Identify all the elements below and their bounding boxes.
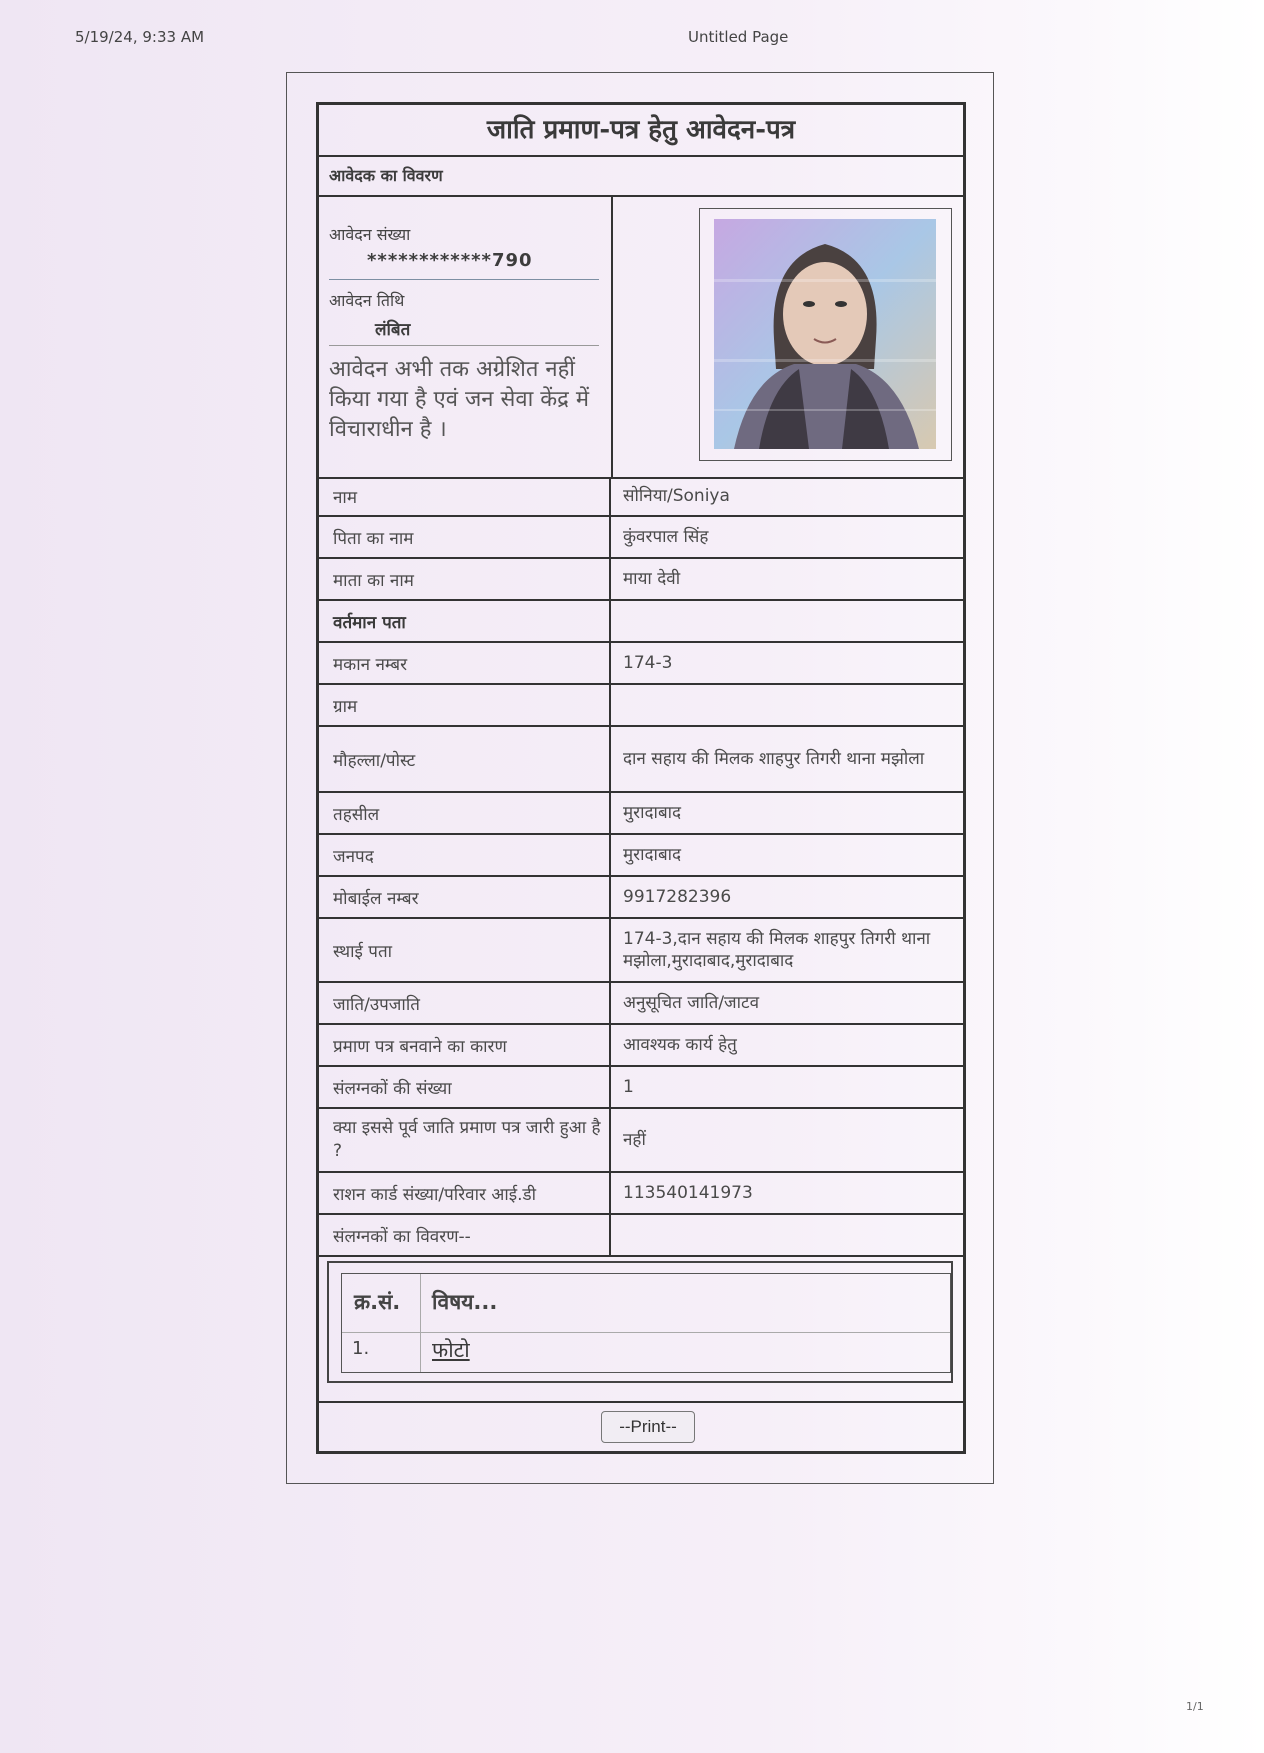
column-serial-no: क्र.सं. xyxy=(354,1290,401,1314)
attachments-box xyxy=(327,1261,953,1383)
row-village xyxy=(319,685,963,727)
application-number-value: ************790 xyxy=(367,250,533,271)
section-heading: आवेदक का विवरण xyxy=(319,155,963,197)
photo-panel xyxy=(611,197,963,477)
print-button[interactable]: --Print-- xyxy=(601,1411,695,1443)
row-value xyxy=(611,1215,963,1255)
divider xyxy=(329,279,599,280)
row-value: 9917282396 xyxy=(623,887,732,907)
row-value xyxy=(611,601,963,641)
row-label: वर्तमान पता xyxy=(319,601,611,641)
row-value: अनुसूचित जाति/जाटव xyxy=(623,993,760,1013)
row-label: जनपद xyxy=(319,835,611,875)
row-reason xyxy=(319,1025,963,1067)
row-attachment-details xyxy=(319,1215,963,1257)
column-subject: विषय... xyxy=(432,1290,498,1314)
row-label: मौहल्ला/पोस्ट xyxy=(319,727,611,791)
row-label: मकान नम्बर xyxy=(319,643,611,683)
row-value: मुरादाबाद xyxy=(623,845,682,865)
row-value: 1 xyxy=(623,1077,634,1097)
row-label: संलग्नकों का विवरण-- xyxy=(319,1215,611,1255)
row-label: ग्राम xyxy=(319,685,611,725)
attachment-photo-link[interactable]: फोटो xyxy=(432,1338,470,1362)
row-tehsil xyxy=(319,793,963,835)
row-label: नाम xyxy=(319,477,611,515)
row-label: माता का नाम xyxy=(319,559,611,599)
photo-frame xyxy=(699,208,952,461)
row-label: प्रमाण पत्र बनवाने का कारण xyxy=(319,1025,611,1065)
row-permanent-address xyxy=(319,919,963,983)
row-locality xyxy=(319,727,963,793)
row-label: स्थाई पता xyxy=(319,919,611,981)
application-number-label: आवेदन संख्या xyxy=(329,225,411,244)
row-value: 174-3 xyxy=(623,653,673,673)
row-name xyxy=(319,477,963,517)
attachments-table xyxy=(341,1273,951,1373)
row-caste xyxy=(319,983,963,1025)
print-datetime: 5/19/24, 9:33 AM xyxy=(75,28,205,46)
row-label: पिता का नाम xyxy=(319,517,611,557)
row-value: कुंवरपाल सिंह xyxy=(623,527,709,547)
column-divider xyxy=(420,1274,421,1372)
page-number: 1/1 xyxy=(1186,1700,1204,1713)
application-status-panel xyxy=(319,197,613,477)
row-district xyxy=(319,835,963,877)
row-label: क्या इससे पूर्व जाति प्रमाण पत्र जारी हुआ है ? xyxy=(319,1109,611,1171)
divider xyxy=(329,345,599,346)
status-message: आवेदन अभी तक अग्रेशित नहीं किया गया है एवं जन सेवा केंद्र में विचाराधीन है । xyxy=(329,357,589,442)
row-value: आवश्यक कार्य हेतु xyxy=(623,1035,737,1055)
row-current-address xyxy=(319,601,963,643)
row-value: 113540141973 xyxy=(623,1183,753,1203)
row-label: राशन कार्ड संख्या/परिवार आई.डी xyxy=(319,1173,611,1213)
form-title: जाति प्रमाण-पत्र हेतु आवेदन-पत्र xyxy=(319,105,963,157)
row-value: माया देवी xyxy=(623,569,681,589)
row-label: संलग्नकों की संख्या xyxy=(319,1067,611,1107)
row-value: सोनिया/Soniya xyxy=(623,486,730,506)
row-mobile xyxy=(319,877,963,919)
row-value: 174-3,दान सहाय की मिलक शाहपुर तिगरी थाना मझोला,मुरादाबाद,मुरादाबाद xyxy=(623,929,931,971)
row-label: जाति/उपजाति xyxy=(319,983,611,1023)
row-value: नहीं xyxy=(623,1130,646,1150)
application-date-value: लंबित xyxy=(375,320,411,340)
applicant-photo-icon xyxy=(714,219,936,449)
row-label: मोबाईल नम्बर xyxy=(319,877,611,917)
application-date-label: आवेदन तिथि xyxy=(329,291,405,310)
row-ration-card xyxy=(319,1173,963,1215)
row-attachment-count xyxy=(319,1067,963,1109)
row-father-name xyxy=(319,517,963,559)
attachment-serial: 1. xyxy=(352,1338,370,1359)
row-label: तहसील xyxy=(319,793,611,833)
application-form xyxy=(316,102,966,1454)
row-mother-name xyxy=(319,559,963,601)
print-page-title: Untitled Page xyxy=(688,28,789,46)
application-summary xyxy=(319,197,963,479)
print-row xyxy=(319,1401,963,1453)
row-value: दान सहाय की मिलक शाहपुर तिगरी थाना मझोला xyxy=(623,749,925,769)
row-previous-certificate xyxy=(319,1109,963,1173)
row-house-number xyxy=(319,643,963,685)
row-value xyxy=(611,685,963,725)
row-value: मुरादाबाद xyxy=(623,803,682,823)
